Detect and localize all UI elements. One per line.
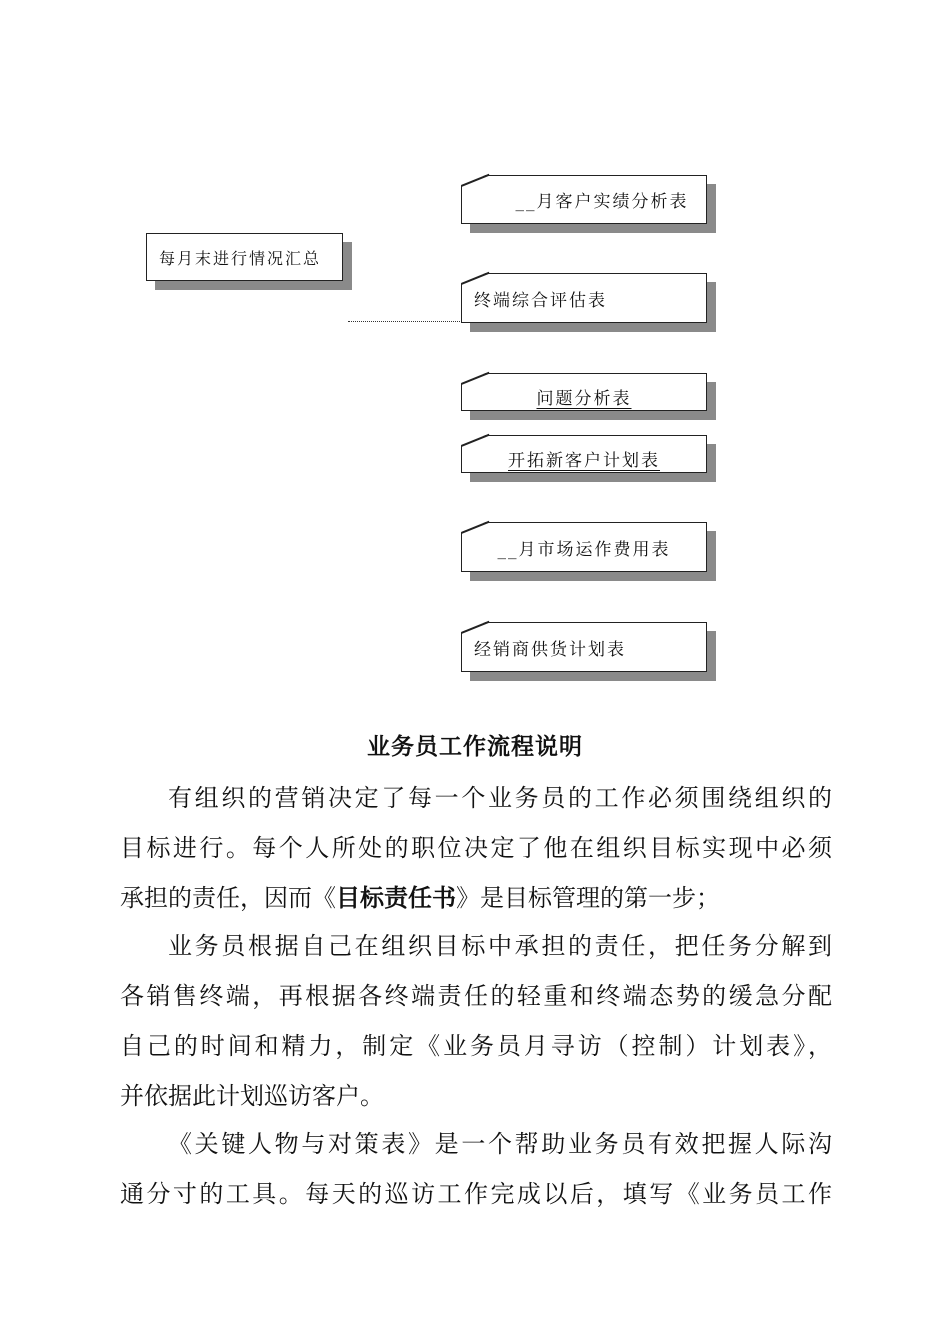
paragraph-line: 业务员根据自己在组织目标中承担的责任，把任务分解到 [168, 932, 832, 960]
report-box-distributor-supply-plan [461, 622, 707, 672]
report-box-label: __月客户实绩分析表 [515, 192, 689, 212]
paragraph-1 [120, 773, 832, 923]
paragraph-line: 《关键人物与对策表》是一个帮助业务员有效把握人际沟 [168, 1130, 832, 1158]
report-box-label: 问题分析表 [536, 388, 632, 409]
bold-title-reference: 目标责任书 [336, 883, 456, 912]
text-run: 》是目标管理的第一步； [456, 884, 720, 912]
paragraph-line: 各销售终端，再根据各终端责任的轻重和终端态势的缓急分配 [120, 982, 832, 1010]
report-box-label: __月市场运作费用表 [497, 539, 671, 560]
paragraph-line: 目标进行。每个人所处的职位决定了他在组织目标实现中必须 [120, 834, 832, 862]
report-box-new-customer-plan [461, 435, 707, 473]
text-run: 承担的责任，因而《 [120, 884, 336, 912]
connector-line [348, 321, 468, 322]
paragraph-line: 通分寸的工具。每天的巡访工作完成以后，填写《业务员工作 [120, 1180, 832, 1208]
report-box-market-expense [461, 522, 707, 572]
paragraph-3 [120, 1119, 832, 1219]
source-box-label: 每月末进行情况汇总 [159, 248, 322, 268]
report-box-label: 开拓新客户计划表 [508, 450, 660, 471]
document-title: 业务员工作流程说明 [367, 733, 583, 760]
report-box-problem-analysis [461, 373, 707, 411]
paragraph-line: 有组织的营销决定了每一个业务员的工作必须围绕组织的 [168, 784, 832, 812]
report-box-label: 终端综合评估表 [474, 290, 607, 311]
report-box-terminal-evaluation [461, 273, 707, 323]
report-box-monthly-customer-analysis [461, 175, 707, 224]
source-box [146, 233, 343, 281]
report-box-label: 经销商供货计划表 [474, 639, 626, 660]
paragraph-line [120, 873, 832, 923]
paragraph-2 [120, 921, 832, 1121]
paragraph-line: 自己的时间和精力，制定《业务员月寻访（控制）计划表》， [120, 1032, 832, 1060]
paragraph-line: 并依据此计划巡访客户。 [120, 1082, 384, 1110]
